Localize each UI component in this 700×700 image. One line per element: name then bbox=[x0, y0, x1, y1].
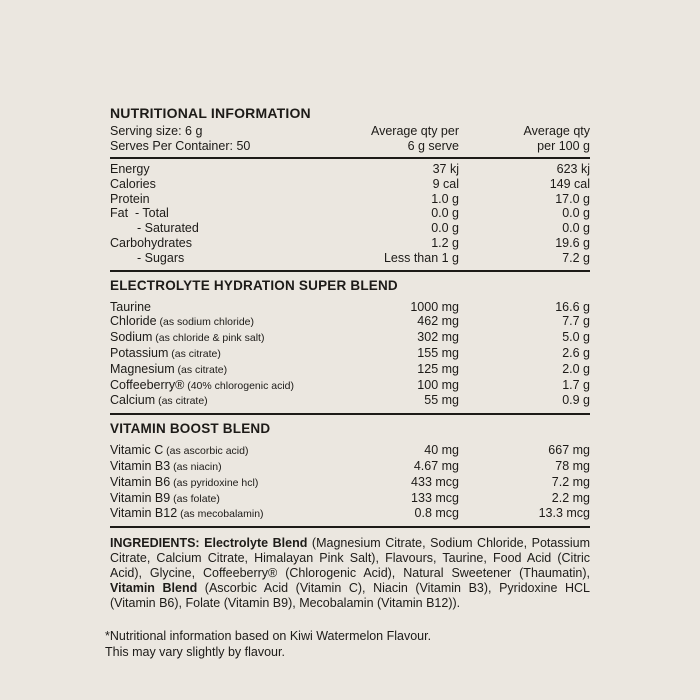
nutrient-form-note: (as mecobalamin) bbox=[177, 508, 264, 521]
nutrition-row bbox=[110, 314, 590, 330]
nutrient-name: Vitamin B6 (as pyridoxine hcl) bbox=[110, 474, 259, 489]
qty-per-serve: 9 cal bbox=[432, 176, 459, 191]
qty-per-serve: 0.0 g bbox=[431, 206, 459, 221]
nutrient-name: Calories bbox=[110, 176, 156, 191]
nutrient-form-note: (as folate) bbox=[170, 492, 220, 505]
nutrition-panel bbox=[105, 105, 591, 660]
qty-per-serve: 0.8 mcg bbox=[414, 506, 459, 521]
ingredients-text: (Ascorbic Acid (Vitamin C), Niacin (Vitamin B3), Pyridoxine HCL (Vitamin B6), Folate (Vitamin B9), Mecobalamin (Vitamin B12)). bbox=[110, 581, 591, 611]
nutrient-name: Magnesium (as citrate) bbox=[110, 361, 228, 376]
nutrient-name: Carbohydrates bbox=[110, 235, 192, 250]
nutrition-row bbox=[110, 162, 590, 177]
nutrient-name: Vitamin B9 (as folate) bbox=[110, 490, 220, 505]
per-serve-header-line2: 6 g serve bbox=[407, 139, 459, 153]
section-heading: ELECTROLYTE HYDRATION SUPER BLEND bbox=[110, 277, 398, 293]
ingredients-text: (Magnesium Citrate, Sodium Chloride, Potassium Citrate, Calcium Citrate, Himalayan Pink Salt), Flavours, Taurine, Food Acid (Citric Acid), Glycine, Coffeeberry® (Chlorogenic Acid), Natural Sweetener (Thaumatin), bbox=[110, 536, 590, 581]
per-serve-header-line1: Average qty per bbox=[370, 124, 459, 138]
nutrition-row bbox=[110, 506, 590, 522]
qty-per-serve: 55 mg bbox=[424, 393, 459, 408]
footnote-line1: *Nutritional information based on Kiwi Watermelon Flavour. bbox=[105, 629, 432, 644]
qty-per-100g: 7.2 g bbox=[562, 250, 590, 265]
nutrient-form-note: (as niacin) bbox=[170, 460, 222, 473]
nutrition-row bbox=[110, 236, 590, 251]
section-rows bbox=[110, 297, 590, 414]
qty-per-100g: 19.6 g bbox=[555, 235, 590, 250]
nutrition-row bbox=[110, 300, 590, 315]
nutrient-form-note: (40% chlorogenic acid) bbox=[184, 379, 295, 392]
qty-per-serve: 100 mg bbox=[417, 377, 459, 392]
qty-per-100g: 1.7 g bbox=[562, 377, 590, 392]
qty-per-serve: 302 mg bbox=[417, 330, 459, 345]
nutrition-row bbox=[110, 206, 590, 221]
panel-title: NUTRITIONAL INFORMATION bbox=[110, 105, 311, 121]
nutrient-form-note: (as citrate) bbox=[155, 395, 208, 408]
qty-per-serve: 433 mcg bbox=[411, 474, 459, 489]
nutrient-form-note: (as chloride & pink salt) bbox=[152, 332, 265, 345]
nutrition-row bbox=[110, 378, 590, 394]
nutrition-row bbox=[110, 251, 590, 266]
nutrition-table-body bbox=[110, 159, 590, 528]
qty-per-100g: 623 kj bbox=[556, 162, 590, 176]
nutrition-row bbox=[110, 330, 590, 346]
nutrient-name: Sodium (as chloride & pink salt) bbox=[110, 330, 265, 345]
nutrient-name: Chloride (as sodium chloride) bbox=[110, 314, 255, 329]
nutrient-name: Protein bbox=[110, 191, 150, 206]
ingredients-paragraph bbox=[110, 536, 590, 611]
serving-info bbox=[110, 124, 344, 154]
qty-per-100g: 78 mg bbox=[555, 458, 590, 473]
nutrition-row bbox=[110, 393, 590, 409]
nutrient-name: - Sugars bbox=[137, 250, 185, 265]
nutrient-name: Fat - Total bbox=[110, 206, 169, 221]
qty-per-100g: 7.7 g bbox=[562, 314, 590, 329]
nutrition-row bbox=[110, 192, 590, 207]
nutrient-form-note: (as sodium chloride) bbox=[156, 316, 255, 329]
nutrition-row bbox=[110, 491, 590, 507]
qty-per-serve: 155 mg bbox=[417, 345, 459, 360]
qty-per-100g: 0.9 g bbox=[562, 393, 590, 408]
nutrition-row bbox=[110, 177, 590, 192]
qty-per-100g: 0.0 g bbox=[562, 206, 590, 221]
ingredients-bold-text: Vitamin Blend bbox=[110, 581, 205, 596]
qty-per-serve: 40 mg bbox=[424, 443, 459, 458]
nutrient-form-note: (as citrate) bbox=[168, 347, 221, 360]
per-100g-header-line2: per 100 g bbox=[537, 139, 590, 153]
serving-header bbox=[110, 124, 590, 157]
qty-per-serve: 0.0 g bbox=[431, 221, 459, 236]
nutrient-name: Calcium (as citrate) bbox=[110, 393, 208, 408]
nutrition-row bbox=[110, 459, 590, 475]
qty-per-serve: 1.2 g bbox=[431, 235, 459, 250]
qty-per-serve: 125 mg bbox=[417, 361, 459, 376]
section-rows bbox=[110, 159, 590, 270]
qty-per-100g: 2.2 mg bbox=[551, 490, 590, 505]
qty-per-100g: 149 cal bbox=[549, 176, 590, 191]
qty-per-100g: 2.6 g bbox=[562, 345, 590, 360]
qty-per-100g: 13.3 mcg bbox=[538, 506, 590, 521]
ingredients-bold-text: INGREDIENTS: Electrolyte Blend bbox=[110, 536, 312, 551]
nutrient-form-note: (as ascorbic acid) bbox=[163, 445, 249, 458]
qty-per-serve: 133 mcg bbox=[411, 490, 459, 505]
qty-per-serve: 37 kj bbox=[432, 162, 459, 176]
nutrient-name: Energy bbox=[110, 162, 150, 176]
nutrition-row bbox=[110, 475, 590, 491]
footnote-line2: This may vary slightly by flavour. bbox=[105, 645, 285, 660]
nutrient-name: - Saturated bbox=[137, 221, 199, 236]
footnote bbox=[105, 628, 590, 660]
nutrition-row bbox=[110, 346, 590, 362]
qty-per-100g: 2.0 g bbox=[562, 361, 590, 376]
qty-per-serve: 1.0 g bbox=[431, 191, 459, 206]
nutrient-name: Vitamin B3 (as niacin) bbox=[110, 458, 222, 473]
nutrient-name: Vitamin B12 (as mecobalamin) bbox=[110, 506, 264, 521]
qty-per-serve: 1000 mg bbox=[410, 299, 459, 314]
qty-per-100g: 17.0 g bbox=[555, 191, 590, 206]
section-heading: VITAMIN BOOST BLEND bbox=[110, 421, 271, 437]
serves-per-container: Serves Per Container: 50 bbox=[110, 139, 251, 153]
column-header-per-serve bbox=[344, 124, 459, 154]
nutrient-name: Vitamic C (as ascorbic acid) bbox=[110, 443, 249, 458]
per-100g-header-line1: Average qty bbox=[523, 124, 590, 138]
qty-per-100g: 5.0 g bbox=[562, 330, 590, 345]
nutrient-name: Potassium (as citrate) bbox=[110, 345, 221, 360]
qty-per-100g: 16.6 g bbox=[555, 299, 590, 314]
nutrition-row bbox=[110, 221, 590, 236]
serving-size: Serving size: 6 g bbox=[110, 124, 203, 138]
qty-per-serve: 462 mg bbox=[417, 314, 459, 329]
divider-rule bbox=[110, 526, 590, 528]
nutrition-row bbox=[110, 443, 590, 459]
nutrition-row bbox=[110, 362, 590, 378]
nutrient-form-note: (as citrate) bbox=[174, 363, 228, 376]
nutrient-name: Taurine bbox=[110, 299, 151, 314]
qty-per-serve: 4.67 mg bbox=[413, 458, 459, 473]
qty-per-100g: 0.0 g bbox=[562, 221, 590, 236]
nutrient-form-note: (as pyridoxine hcl) bbox=[170, 476, 259, 489]
nutrient-name: Coffeeberry® (40% chlorogenic acid) bbox=[110, 377, 295, 392]
qty-per-100g: 667 mg bbox=[548, 443, 590, 458]
qty-per-100g: 7.2 mg bbox=[551, 474, 590, 489]
qty-per-serve: Less than 1 g bbox=[383, 250, 459, 265]
section-rows bbox=[110, 440, 590, 526]
column-header-per-100g bbox=[459, 124, 590, 154]
